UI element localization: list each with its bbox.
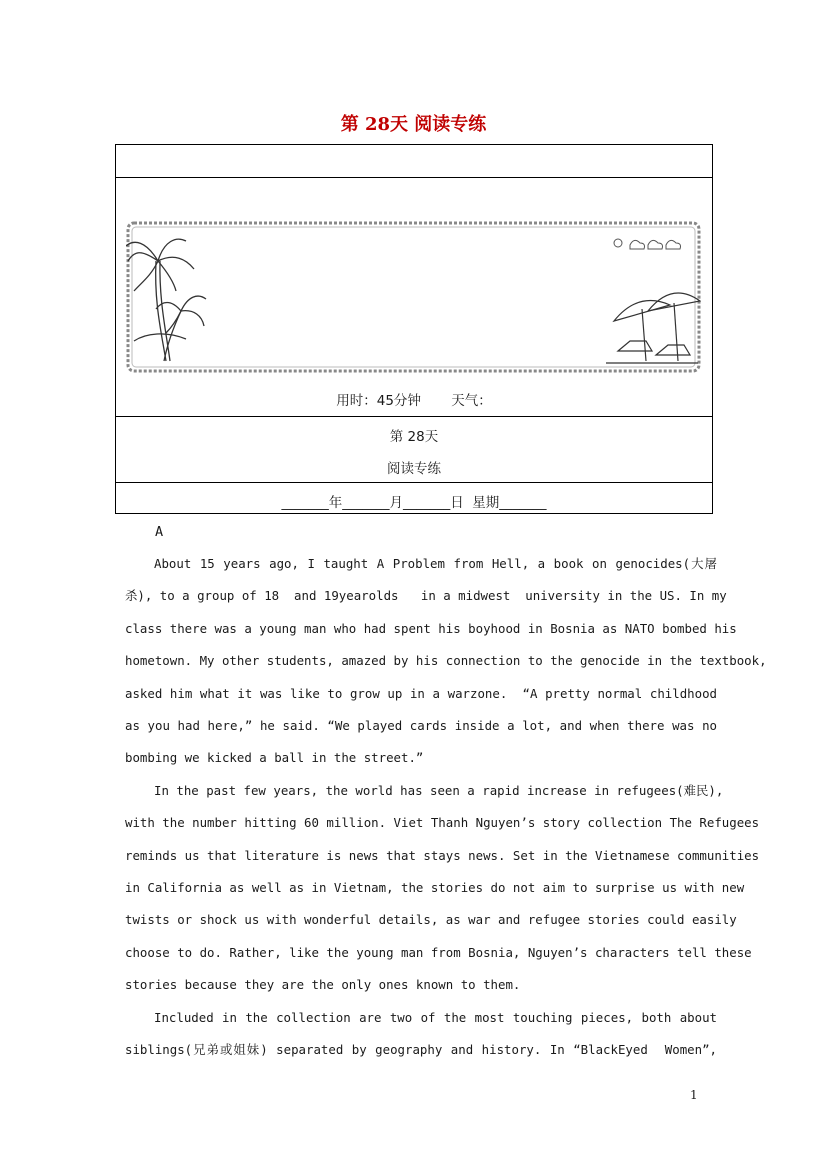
passage-line: asked him what it was like to grow up in a warzone. “A pretty normal childhood <box>125 685 717 701</box>
beach-umbrella-icon <box>606 293 700 363</box>
passage-line: reminds us that literature is news that stays news. Set in the Vietnamese communities <box>125 847 760 863</box>
date-line: _______年_______月_______日 星期_______ <box>281 495 547 511</box>
passage-line: with the number hitting 60 million. Viet Thanh Nguyen’s story collection The Refugees <box>125 815 760 831</box>
passage-text <box>125 548 767 1067</box>
passage-line: hometown. My other students, amazed by his connection to the genocide in the textbook, <box>125 653 767 669</box>
page-number: 1 <box>690 1088 698 1102</box>
passage-line: bombing we kicked a ball in the street.” <box>125 750 424 766</box>
passage-line: as you had here,” he said. “We played cards inside a lot, and when there was no <box>125 718 717 734</box>
passage-line: twists or shock us with wonderful details, as war and refugee stories could easily <box>125 912 737 928</box>
weather-icons <box>614 239 681 249</box>
passage-label: A <box>155 524 164 540</box>
passage-line: In the past few years, the world has seen a rapid increase in refugees(难民), <box>154 782 724 798</box>
passage-line: choose to do. Rather, like the young man from Bosnia, Nguyen’s characters tell these <box>125 944 752 960</box>
passage-line: class there was a young man who had spent his boyhood in Bosnia as NATO bombed his <box>125 620 737 636</box>
time-label: 用时：45分钟 <box>336 393 421 409</box>
table-divider <box>116 482 712 483</box>
table-divider <box>116 177 712 178</box>
passage-line: Included in the collection are two of the most touching pieces, both about <box>154 1009 717 1025</box>
table-divider <box>116 416 712 417</box>
weather-label: 天气： <box>451 393 492 409</box>
info-table <box>115 144 713 514</box>
passage-line: in California as well as in Vietnam, the stories do not aim to surprise us with new <box>125 880 745 896</box>
palm-tree-icon <box>126 239 206 361</box>
passage-line: 杀), to a group of 18 and 19yearolds in a midwest university in the US. In my <box>125 588 727 604</box>
passage-line: siblings(兄弟或姐妹) separated by geography and history. In “BlackEyed Women”, <box>125 1042 717 1058</box>
passage-line: stories because they are the only ones known to them. <box>125 977 521 993</box>
passage-line: About 15 years ago, I taught A Problem from Hell, a book on genocides(大屠 <box>154 556 717 571</box>
time-weather-row <box>116 389 712 409</box>
day-label: 第 28天 <box>389 429 439 445</box>
topic-label: 阅读专练 <box>387 461 441 477</box>
page-title: 第 28天 阅读专练 <box>340 114 487 135</box>
decorative-banner <box>126 221 701 373</box>
